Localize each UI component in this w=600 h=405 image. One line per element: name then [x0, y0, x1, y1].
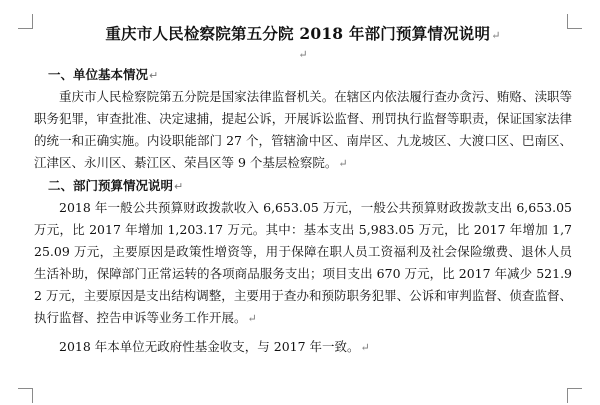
section-heading-2: 二、部门预算情况说明↵ — [48, 178, 184, 193]
crop-mark-bottom-right — [567, 388, 582, 403]
paragraph-mark-icon: ↵ — [298, 48, 308, 61]
section-heading-1: 一、单位基本情况↵ — [48, 67, 159, 82]
document-body — [34, 22, 572, 359]
document-title-line — [34, 22, 572, 46]
crop-mark-bottom-left — [18, 388, 33, 403]
paragraph-mark-icon: ↵ — [174, 180, 184, 193]
crop-mark-top-left — [18, 14, 33, 29]
section-1-paragraph-1: 重庆市人民检察院第五分院是国家法律监督机关。在辖区内依法履行查办贪污、贿赂、渎职等职务犯罪，审查批准、决定逮捕，提起公诉，开展诉讼监督、刑罚执行监督等职责，保证国家法律的统一和正确实施。内设职能部门 27 个，管辖渝中区、南岸区、九龙坡区、大渡口区、巴南区、江津区、永川区、綦江区、荣昌区等 9 个基层检察院。↵ — [34, 89, 572, 170]
paragraph-mark-icon: ↵ — [491, 29, 501, 42]
section-2-paragraph-1: 2018 年一般公共预算财政拨款收入 6,653.05 万元，一般公共预算财政拨款支出 6,653.05 万元，比 2017 年增加 1,203.17 万元。其中：基本支出 5,983.05 万元，比 2017 年增加 1,725.09 万元，主要原因是政策性增资等，用于保障在职人员工资福利及社会保险缴费、退休人员生活补助，保障部门正常运转的各项商品服务支出；项目支出 670 万元，比 2017 年减少 521.92 万元，主要原因是支出结构调整，主要用于查办和预防职务犯罪、公诉和审判监督、侦查监督、执行监督、控告申诉等业务工作开展。↵ — [34, 200, 572, 325]
paragraph-mark-icon: ↵ — [149, 69, 159, 82]
document-title: 重庆市人民检察院第五分院 2018 年部门预算情况说明 — [105, 24, 491, 43]
paragraph-mark-icon: ↵ — [338, 157, 348, 170]
paragraph-mark-icon: ↵ — [247, 312, 257, 325]
empty-paragraph — [34, 46, 572, 64]
paragraph-mark-icon: ↵ — [360, 341, 370, 354]
section-2-paragraph-2: 2018 年本单位无政府性基金收支，与 2017 年一致。↵ — [59, 339, 370, 354]
